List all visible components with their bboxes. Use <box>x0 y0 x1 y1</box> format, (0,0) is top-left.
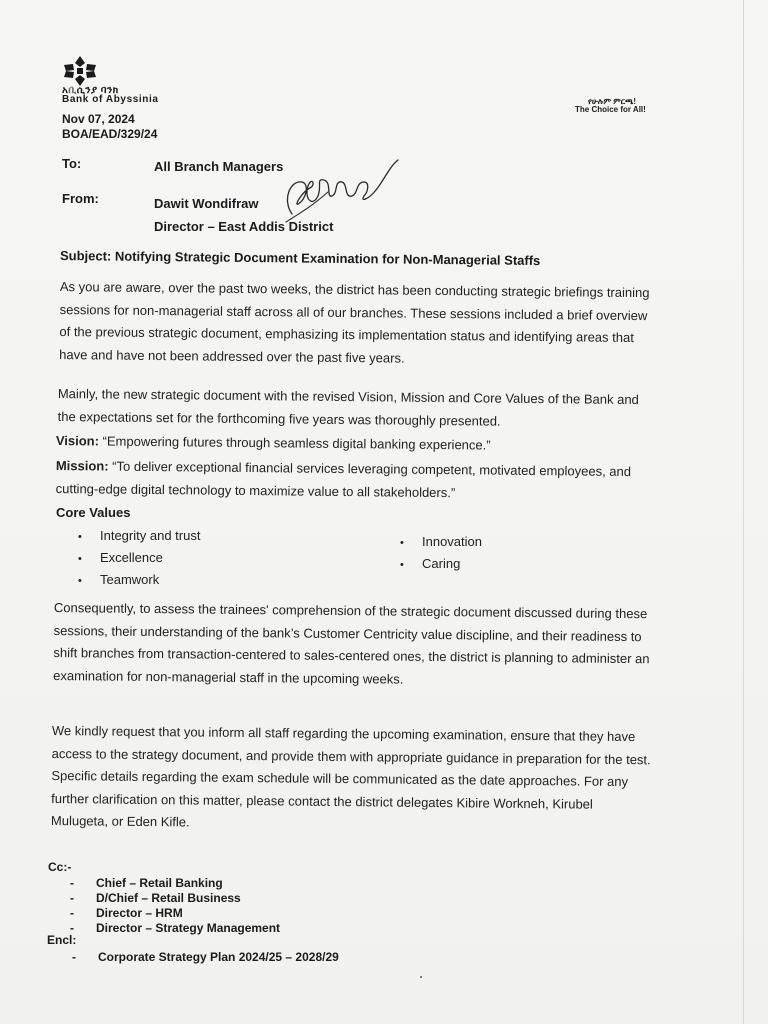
core-values-title: Core Values <box>56 505 131 520</box>
mission-text: “To deliver exceptional financial services leveraging competent, motivated employees, and cutting-edge digital technology to maximize value to all stakeholders.” <box>55 458 632 500</box>
bank-name: Bank of Abyssinia <box>62 94 159 105</box>
vision-text: “Empowering futures through seamless digital banking experience.” <box>98 433 491 453</box>
cc-item: - Chief – Retail Banking <box>70 876 223 890</box>
core-value-item: • Integrity and trust <box>78 528 201 543</box>
letter-date: Nov 07, 2024 <box>62 112 135 126</box>
vision-statement <box>56 430 676 459</box>
to-value: All Branch Managers <box>154 159 284 174</box>
signature-image <box>272 152 412 234</box>
reference-number: BOA/EAD/329/24 <box>62 127 158 141</box>
page-edge <box>743 0 744 1024</box>
core-value-item: • Caring <box>400 556 461 571</box>
cc-label: Cc:- <box>48 860 72 874</box>
tagline-amharic: የሁሉም ምርጫ! <box>588 97 637 106</box>
core-value-item: • Innovation <box>400 534 482 549</box>
body-paragraph-4: We kindly request that you inform all staff regarding the upcoming examination, ensure that they have access to the strategy document, and provide them with appropriate guidance in preparation for the test. Specific details regarding the exam schedule will be communicated as the date approaches. For any further clarification on this matter, please contact the district delegates Kibire Workneh, Kirubel Mulugeta, or Eden Kifle. <box>50 722 651 830</box>
core-value-item: • Teamwork <box>78 572 160 587</box>
body-paragraph-2: Mainly, the new strategic document with the revised Vision, Mission and Core Values of the Bank and the expectations set for the forthcoming five years was thoroughly presented. <box>57 385 639 429</box>
cc-item: - Director – HRM <box>70 906 183 920</box>
to-label: To: <box>62 156 82 171</box>
body-paragraph-3: Consequently, to assess the trainees' comprehension of the strategic document discussed during these sessions, their understanding of the bank’s Customer Centricity value discipline, and their readiness to shift branches from transaction-centered to sales-centered ones, the district is planning to administer an examination for non-managerial staff in the upcoming weeks. <box>53 599 650 687</box>
vision-label: Vision: <box>55 432 100 449</box>
enclosure-item: - Corporate Strategy Plan 2024/25 – 2028/29 <box>72 950 339 964</box>
bank-logo-icon <box>62 55 98 87</box>
core-value-item: • Excellence <box>78 550 163 565</box>
from-label: From: <box>62 191 99 206</box>
cc-item: - Director – Strategy Management <box>70 921 281 935</box>
from-name: Dawit Wondifraw <box>154 196 259 211</box>
subject-line: Subject: Notifying Strategic Document Examination for Non-Managerial Staffs <box>59 248 541 269</box>
mission-label: Mission: <box>55 457 109 474</box>
from-title: Director – East Addis District <box>154 219 334 234</box>
cc-item: - D/Chief – Retail Business <box>70 891 241 905</box>
bank-name-amharic: አቢሲንያ ባንክ <box>62 85 119 96</box>
mission-statement <box>56 455 668 506</box>
scan-speck <box>420 976 422 978</box>
body-paragraph-1: As you are aware, over the past two weeks, the district has been conducting strategic briefings training sessions for non-managerial staff across all of our branches. These sessions included a brief overview of the previous strategic document, emphasizing its implementation status and identifying areas that have and have not been addressed over the past five years. <box>59 278 650 366</box>
enclosure-label: Encl: <box>47 933 77 947</box>
tagline: The Choice for All! <box>575 105 646 114</box>
